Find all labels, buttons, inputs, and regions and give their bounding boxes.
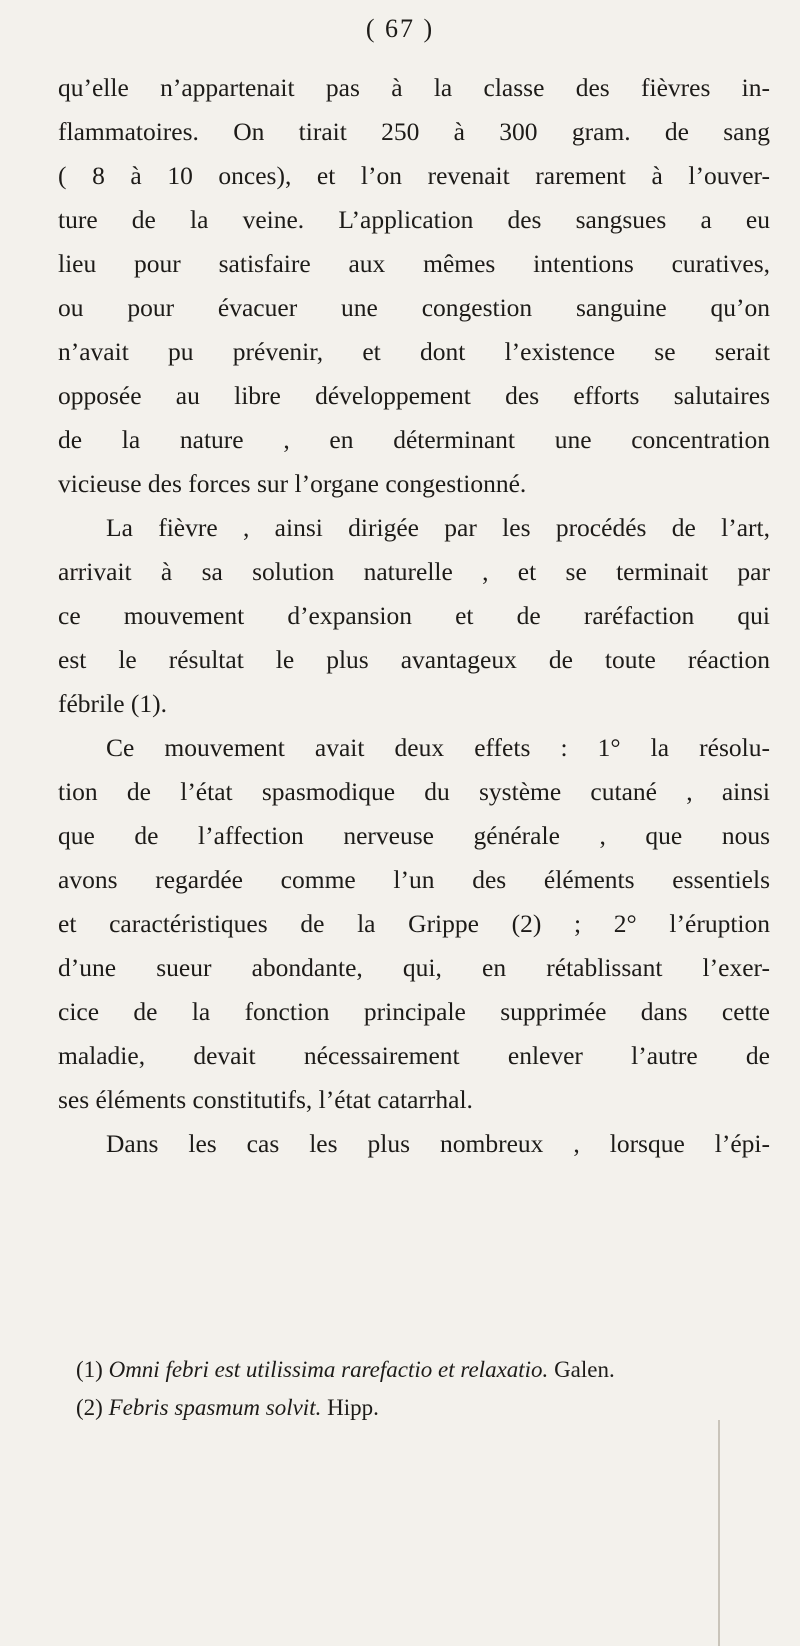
footnote-marker: (2)	[76, 1395, 103, 1420]
footnote-text: Febris spasmum solvit.	[108, 1395, 322, 1420]
text-line: ou pour évacuer une congestion sanguine qu’on	[58, 293, 770, 322]
text-line: ce mouvement d’expansion et de raréfaction qui	[58, 601, 770, 630]
page-number: ( 67 )	[365, 14, 435, 43]
footnote	[76, 1389, 770, 1427]
text-line: maladie, devait nécessairement enlever l’autre de	[58, 1041, 770, 1070]
text-line: qu’elle n’appartenait pas à la classe des fièvres in-	[58, 73, 770, 102]
footnote-author: Hipp.	[327, 1395, 379, 1420]
text-line: ture de la veine. L’application des sangsues a eu	[58, 205, 770, 234]
text-line: et caractéristiques de la Grippe (2) ; 2° l’éruption	[58, 909, 770, 938]
text-line: ( 8 à 10 onces), et l’on revenait rarement à l’ouver-	[58, 161, 770, 190]
text-line: lieu pour satisfaire aux mêmes intentions curatives,	[58, 249, 770, 278]
text-line: d’une sueur abondante, qui, en rétablissant l’exer-	[58, 953, 770, 982]
paragraph	[58, 66, 770, 506]
paragraph	[58, 726, 770, 1122]
text-line: Ce mouvement avait deux effets : 1° la résolu-	[106, 733, 770, 762]
text-line: tion de l’état spasmodique du système cutané , ainsi	[58, 777, 770, 806]
text-line: opposée au libre développement des efforts salutaires	[58, 381, 770, 410]
text-line: de la nature , en déterminant une concentration	[58, 425, 770, 454]
text-line: ses éléments constitutifs, l’état catarrhal.	[58, 1085, 473, 1114]
text-line: flammatoires. On tirait 250 à 300 gram. de sang	[58, 117, 770, 146]
footnote-marker: (1)	[76, 1357, 103, 1382]
text-line: est le résultat le plus avantageux de toute réaction	[58, 645, 770, 674]
page-edge-shadow	[718, 1420, 720, 1646]
text-line: fébrile (1).	[58, 689, 168, 718]
paragraph	[58, 1122, 770, 1166]
body-text	[58, 66, 770, 1166]
text-line: n’avait pu prévenir, et dont l’existence se serait	[58, 337, 770, 366]
footnote-author: Galen.	[554, 1357, 615, 1382]
footnotes	[76, 1351, 770, 1427]
text-line: cice de la fonction principale supprimée dans cette	[58, 997, 770, 1026]
paragraph	[58, 506, 770, 726]
text-line: que de l’affection nerveuse générale , que nous	[58, 821, 770, 850]
footnote	[76, 1351, 770, 1389]
text-line: vicieuse des forces sur l’organe congestionné.	[58, 469, 527, 498]
text-line: avons regardée comme l’un des éléments essentiels	[58, 865, 770, 894]
text-line: arrivait à sa solution naturelle , et se terminait par	[58, 557, 770, 586]
footnote-text: Omni febri est utilissima rarefactio et relaxatio.	[108, 1357, 549, 1382]
text-line: La fièvre , ainsi dirigée par les procédés de l’art,	[106, 513, 770, 542]
text-line: Dans les cas les plus nombreux , lorsque l’épi-	[106, 1129, 770, 1158]
